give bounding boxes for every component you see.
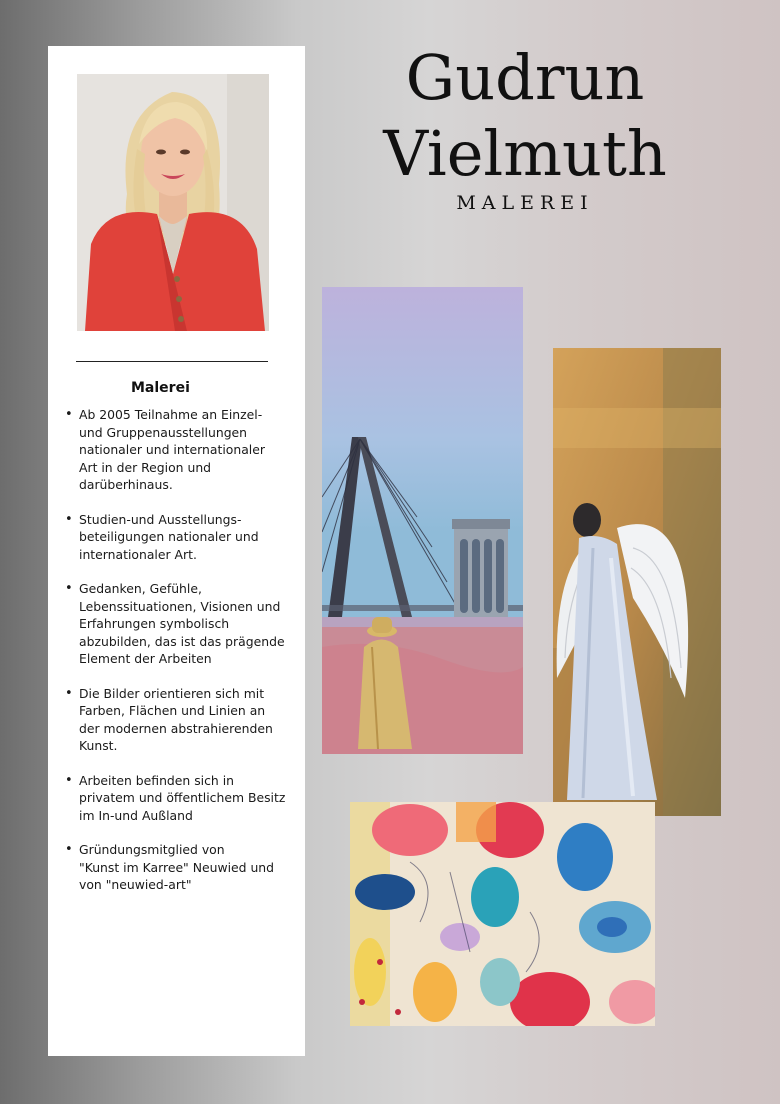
list-item: • Ab 2005 Teilnahme an Einzel- und Gruppenausstellungen nationaler und internationaler Art in der Region und darüberhinaus. [61,406,301,494]
artist-first-name: Gudrun [405,41,645,114]
section-heading: Malerei [131,380,190,396]
divider [76,361,268,362]
list-item: • Gedanken, Gefühle, Lebenssituationen, Visionen und Erfahrungen symbolisch abzubilden, das ist das prägende Element der Arbeiten [61,580,301,668]
painting-abstract [350,802,655,1026]
list-item: • Die Bilder orientieren sich mit Farben, Flächen und Linien an der modernen abstrahierenden Kunst. [61,685,301,755]
painting-angel [553,348,721,816]
artist-last-name: Vielmuth [383,117,667,190]
list-item: • Arbeiten befinden sich in privatem und öffentlichem Besitz im In-und Außland [61,772,301,825]
artist-portrait [77,74,269,331]
page-title [370,40,680,214]
list-item: • Gründungsmitglied von "Kunst im Karree" Neuwied und von "neuwied-art" [61,841,301,894]
painting-bridge [322,287,523,754]
list-item: • Studien-und Ausstellungs- beteiligungen nationaler und internationaler Art. [61,511,301,564]
artist-subtitle: MALEREI [456,192,594,214]
bio-panel [48,46,305,1056]
bio-list [61,406,301,911]
